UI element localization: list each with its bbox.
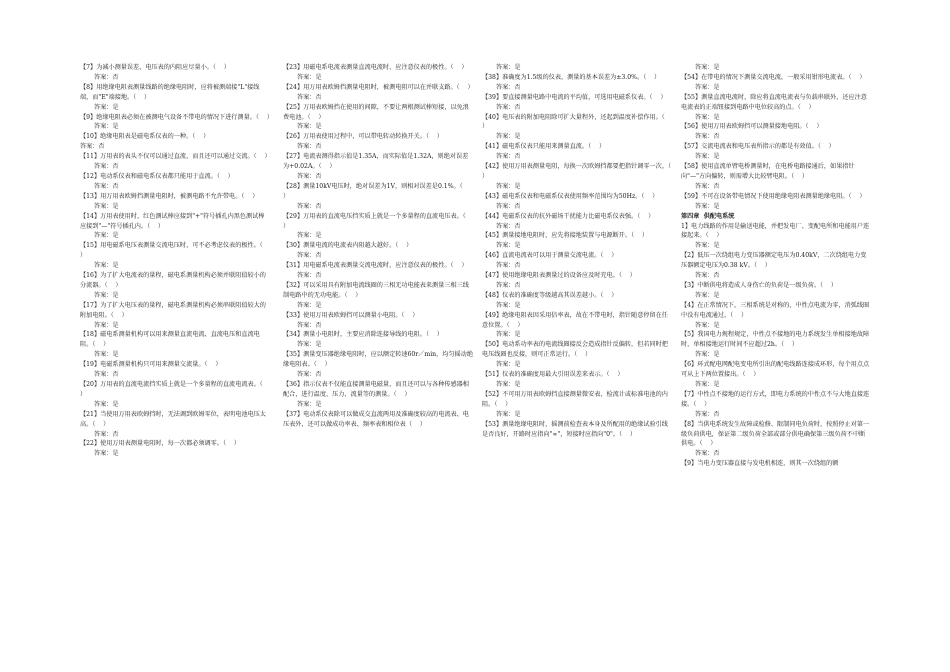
question-text: 【32】可以采用具有附加电流线圈的三相无功电能表来测量三相三线制电路中的无功电能。（ ） bbox=[283, 281, 469, 299]
answer-text: 答案：否 bbox=[496, 153, 521, 161]
answer-text: 答案：否 bbox=[297, 371, 322, 379]
answer-text: 答案：否 bbox=[297, 143, 322, 151]
question-text: 【37】电动系仪表除可以做成交直流两用及准确度较高的电流表、电压表外，还可以做成功率表、频率表和相位表（ ） bbox=[283, 410, 469, 428]
question-text: 【24】用万用表欧姆挡测量电阻时，被测电阻可以在并联支路。（ ） bbox=[283, 83, 474, 91]
answer-text: 答案：是 bbox=[297, 301, 322, 309]
answer-text: 答案：是 bbox=[695, 113, 720, 121]
column-4 bbox=[681, 63, 871, 469]
answer-text: 答案：是 bbox=[94, 232, 119, 240]
question-text: 1】电力线路的作用是输送电能，并把发电厂、变配电所和电能用户连接起来。（ ） bbox=[681, 222, 870, 240]
answer-text: 答案：是 bbox=[496, 133, 521, 141]
answer-text: 答案：否 bbox=[297, 202, 322, 210]
question-text: 【21】当使用万用表欧姆挡时，无法调到欧姆零位，表明电池电压太高。（ ） bbox=[80, 410, 266, 428]
question-text: 【41】磁电系仪表只能用来测量直流。（ ） bbox=[482, 143, 606, 151]
answer-text: 答案：是 bbox=[695, 64, 720, 71]
question-text: 【5】我国电力规程规定，中性点不接地的电力系统发生单相接地故障时，单相接地运行时间不应超过2h。（ ） bbox=[681, 331, 870, 349]
question-text: 【38】准确度为1.5级的仪表，测量的基本误差为±3.0%。（ ） bbox=[482, 73, 661, 81]
question-text: 【50】电动系功率表的电流线圈接反会造成指针反偏转，但若同时把电压线圈也反接，则可正常运行。（ ） bbox=[482, 341, 668, 359]
question-text: 【54】在带电的情况下测量交流电流，一般采用钳形电流表。（ ） bbox=[681, 73, 866, 81]
answer-text: 答案：否 bbox=[94, 371, 119, 379]
answer-text: 答案：是 bbox=[695, 291, 720, 299]
question-text: 【26】万用表使用过程中，可以带电转动转换开关。（ ） bbox=[283, 133, 443, 141]
question-text: 【55】测量直流电流时，除应将直流电流表与负载串联外，还应注意电流表的正端钮接到电路中电位较高的点。（ ） bbox=[681, 93, 867, 111]
answer-text: 答案：否 bbox=[695, 272, 720, 280]
answer-text: 答案：是 bbox=[496, 381, 521, 388]
answer-text: 答案：否 bbox=[80, 143, 105, 151]
question-text: 【49】绝缘电阻表因采用倍率表，故在不带电时，指针随意停留在任意位置。（ ） bbox=[482, 311, 668, 329]
answer-text: 答案：是 bbox=[695, 351, 720, 359]
answer-text: 答案：否 bbox=[695, 182, 720, 190]
answer-text: 答案：是 bbox=[496, 242, 521, 250]
answer-text: 答案：否 bbox=[297, 321, 322, 329]
question-text: 【22】使用万用表测量电阻时，每一次都必须调零。（ ） bbox=[80, 440, 240, 448]
answer-text: 答案：是 bbox=[297, 73, 322, 81]
question-text: 【29】万用表的直流电压挡实质上就是一个多量程的直流电压表。（ ） bbox=[283, 212, 474, 230]
answer-text: 答案：否 bbox=[94, 182, 119, 190]
question-text: 【15】用电磁系电压表测量交流电压时，可不必考虑仪表的极性。（ ） bbox=[80, 242, 271, 260]
question-text: 【40】电压表的附加电阻除可扩大量程外，还起到温度补偿作用。（ ） bbox=[482, 113, 673, 131]
answer-text: 答案：是 bbox=[94, 450, 119, 458]
answer-text: 答案：否 bbox=[297, 172, 322, 180]
answer-text: 答案：是 bbox=[496, 361, 521, 369]
question-text: 【57】交流电流表和电压表所指示的都是有效值。（ ） bbox=[681, 143, 835, 151]
question-text: 【33】使用万用表欧姆挡可以测量小电阻。（ ） bbox=[283, 311, 419, 319]
question-text: 【30】测量电流的电流表内阻越大越好。（ ） bbox=[283, 242, 413, 250]
question-text: 【56】使用万用表欧姆挡可以测量接地电阻。（ ） bbox=[681, 123, 823, 131]
question-text: 【52】不可用万用表欧姆挡直接测量微安表、检流计或标准电池的内阻。（ ） bbox=[482, 390, 668, 408]
answer-text: 答案：否 bbox=[94, 73, 119, 81]
answer-text: 答案：是 bbox=[496, 410, 521, 418]
question-text: 【17】为了扩大电压表的量程，磁电系测量机构必须串联阻值较大的附加电阻。（ ） bbox=[80, 301, 266, 319]
answer-text: 答案：否 bbox=[695, 450, 720, 458]
column-1 bbox=[80, 63, 273, 459]
answer-text: 答案：是 bbox=[94, 123, 119, 131]
question-text: 【36】指示仪表不仅能直接测量电磁量，而且还可以与各种传感器相配合，进行温度、压力、流量等的测量。（ ） bbox=[283, 381, 469, 398]
answer-text: 答案：是 bbox=[297, 232, 322, 240]
column-2 bbox=[283, 63, 473, 430]
question-text: 【44】电磁系仪表的抗外磁场干扰能力比磁电系仪表强。（ ） bbox=[482, 212, 655, 220]
question-text: 【19】电磁系测量机构只可用来测量交流量。（ ） bbox=[80, 361, 222, 369]
question-text: 【53】测量绝缘电阻时，摇测前检查表本身及所配用的绝缘试验引线是否良好，开路时应指向"∞"，短接时应指向"0"。（ ） bbox=[482, 420, 668, 438]
question-text: 【35】测量变压器绝缘电阻时，应以额定转速60r／min，均匀摇动绝缘电阻表。（ ） bbox=[283, 351, 473, 369]
column-3 bbox=[482, 63, 679, 439]
answer-text: 答案：是 bbox=[94, 262, 119, 270]
question-text: 【39】要直接测量电路中电流的平均值，可选用电磁系仪表。（ ） bbox=[482, 93, 667, 101]
question-text: 【7】为减小测量误差，电压表的内阻应尽量小。（ ） bbox=[80, 64, 230, 71]
question-text: 【8】用绝缘电阻表测量线路的绝缘电阻时，应将被测端接"L"接线端，而"E"端接地。（ ） bbox=[80, 83, 260, 101]
answer-text: 答案：否 bbox=[94, 163, 119, 171]
answer-text: 答案：否 bbox=[496, 281, 521, 289]
answer-text: 答案：否 bbox=[695, 133, 720, 141]
answer-text: 答案：是 bbox=[297, 341, 322, 349]
question-text: 【3】中断供电将造成人身伤亡的负荷是一级负荷。（ ） bbox=[681, 281, 838, 289]
answer-text: 答案：是 bbox=[496, 301, 521, 309]
question-text: 【59】不可在设备带电情况下使用绝缘电阻表测量绝缘电阻。（ ） bbox=[681, 192, 866, 200]
answer-text: 答案：是 bbox=[94, 321, 119, 329]
answer-text: 答案：是 bbox=[695, 321, 720, 329]
answer-text: 答案：是 bbox=[94, 103, 119, 111]
question-text: 【27】电流表测得指示值是1.35A，而实际值是1.32A，则绝对误差为+0.02A。（ ） bbox=[283, 153, 469, 171]
answer-text: 答案：是 bbox=[496, 64, 521, 71]
question-text: 【20】万用表的直流电流挡实质上就是一个多量程的直流电流表。（ ） bbox=[80, 381, 271, 398]
question-text: 【12】电动系仪表和磁电系仪表都只能用于直流。（ ） bbox=[80, 172, 234, 180]
answer-text: 答案：是 bbox=[94, 400, 119, 408]
question-text: 【16】为了扩大电流表的量程，磁电系测量机构必须并联阻值较小的分流器。（ ） bbox=[80, 272, 266, 289]
question-text: 【14】万用表使用时，红色测试棒应接到"+"符号插孔内黑色测试棒应接到"—"符号插孔内。（ ） bbox=[80, 212, 265, 230]
answer-text: 答案：是 bbox=[297, 123, 322, 131]
answer-text: 答案：是 bbox=[496, 331, 521, 339]
answer-text: 答案：否 bbox=[695, 410, 720, 418]
question-text: 【8】当供电系统发生故障或检修、限制同电负荷时，按照停止对第一级负荷供电，保证第二级负荷全部或部分供电确保第三级负荷不中断供电。（ ） bbox=[681, 420, 870, 448]
answer-text: 答案：是 bbox=[695, 153, 720, 161]
answer-text: 答案：是 bbox=[695, 242, 720, 250]
answer-text: 答案：否 bbox=[297, 93, 322, 101]
answer-text: 答案：是 bbox=[695, 202, 720, 210]
answer-text: 答案：是 bbox=[496, 182, 521, 190]
answer-text: 答案：是 bbox=[695, 381, 720, 388]
question-text: 【47】使用绝缘电阻表测量过的设备应及时充电。（ ） bbox=[482, 272, 636, 280]
question-text: 【25】万用表欧姆挡在使用的间隙，不要让两根测试棒短接，以免浪费电池。（ ） bbox=[283, 103, 469, 121]
question-text: 【9】当电力变压器直接与发电机相连，则其一次绕组的额 bbox=[681, 460, 839, 468]
question-text: 【45】测量接地电阻时，应先将接地装置与电源断开。（ ） bbox=[482, 232, 649, 240]
question-text: 【28】测量10kV电压时，绝对误差为1V，则相对误差是0.1%。（ ） bbox=[283, 182, 471, 200]
question-text: 【6】环式配电网配电变电所引出的配电线路连接成环形，每个用点点可从上下两位置接出。（ ） bbox=[681, 361, 870, 379]
answer-text: 答案：否 bbox=[496, 83, 521, 91]
answer-text: 答案：是 bbox=[297, 400, 322, 408]
question-text: 【13】用万用表欧姆挡测量电阻时，被测电路不允许带电。（ ） bbox=[80, 192, 259, 200]
answer-text: 答案：否 bbox=[496, 202, 521, 210]
question-text: 【31】用电磁系电流表测量交流电流时，应注意仪表的极性。（ ） bbox=[283, 262, 468, 270]
question-text: 【2】低压一次绕组电力变压器额定电压为0.40kV，二次绕组电力变压器额定电压为0.38 kV。（ ） bbox=[681, 252, 867, 270]
section-heading: 第四章 供配电系统 bbox=[681, 212, 735, 220]
question-text: 【42】使用万用表测量电阻，每换一次欧姆挡都要把指针调零一次。（ ） bbox=[482, 163, 679, 180]
question-text: 【48】仪表的准确度等级越高其误差越小。（ ） bbox=[482, 291, 618, 299]
answer-text: 答案：是 bbox=[94, 202, 119, 210]
answer-text: 答案：否 bbox=[297, 252, 322, 260]
answer-text: 答案：否 bbox=[297, 272, 322, 280]
question-text: 【46】直流电流表可以用于测量交流电流。（ ） bbox=[482, 252, 618, 260]
question-text: 【11】万用表的表头不仅可以通过直流，而且还可以通过交流。（ ） bbox=[80, 153, 271, 161]
answer-text: 答案：否 bbox=[496, 262, 521, 270]
question-text: 【18】磁电系测量机构可以用来测量直流电流、直流电压和直流电阻。（ ） bbox=[80, 331, 260, 349]
answer-text: 答案：否 bbox=[496, 222, 521, 230]
answer-text: 答案：否 bbox=[496, 103, 521, 111]
question-text: 【4】在正常情况下，三相系统是对称的，中性点电流为零，消弧线圈中没有电流通过。（ ） bbox=[681, 301, 870, 319]
question-text: 【7】中性点不接地的运行方式，即电力系统的中性点不与大地直接连接。（ ） bbox=[681, 390, 870, 408]
question-text: 【9】绝缘电阻表必须在被测电气设备不带电的情况下进行测量。（ ） bbox=[80, 113, 273, 121]
question-text: 【10】绝缘电阻表是磁电系仪表的一种。（ ） bbox=[80, 133, 210, 141]
answer-text: 答案：是 bbox=[94, 351, 119, 359]
question-text: 【23】用磁电系电流表测量直流电流时，应注意仪表的极性。（ ） bbox=[283, 64, 468, 71]
answer-text: 答案：否 bbox=[94, 430, 119, 438]
answer-text: 答案：是 bbox=[695, 83, 720, 91]
question-text: 【51】仪表的准确度用最大引用误差来表示。（ ） bbox=[482, 371, 624, 379]
question-text: 【43】磁电系仪表和电磁系仪表使用频率范围均为50Hz。（ ） bbox=[482, 192, 659, 200]
question-text: 【58】使用直流单臂电桥测量时，在电桥电路接通后，如果指针向"—"方向偏转，则需增大比较臂电阻。（ ） bbox=[681, 163, 855, 180]
question-text: 【34】测量小电阻时，主要应消除连接导线的电阻。（ ） bbox=[283, 331, 443, 339]
answer-text: 答案：是 bbox=[94, 291, 119, 299]
